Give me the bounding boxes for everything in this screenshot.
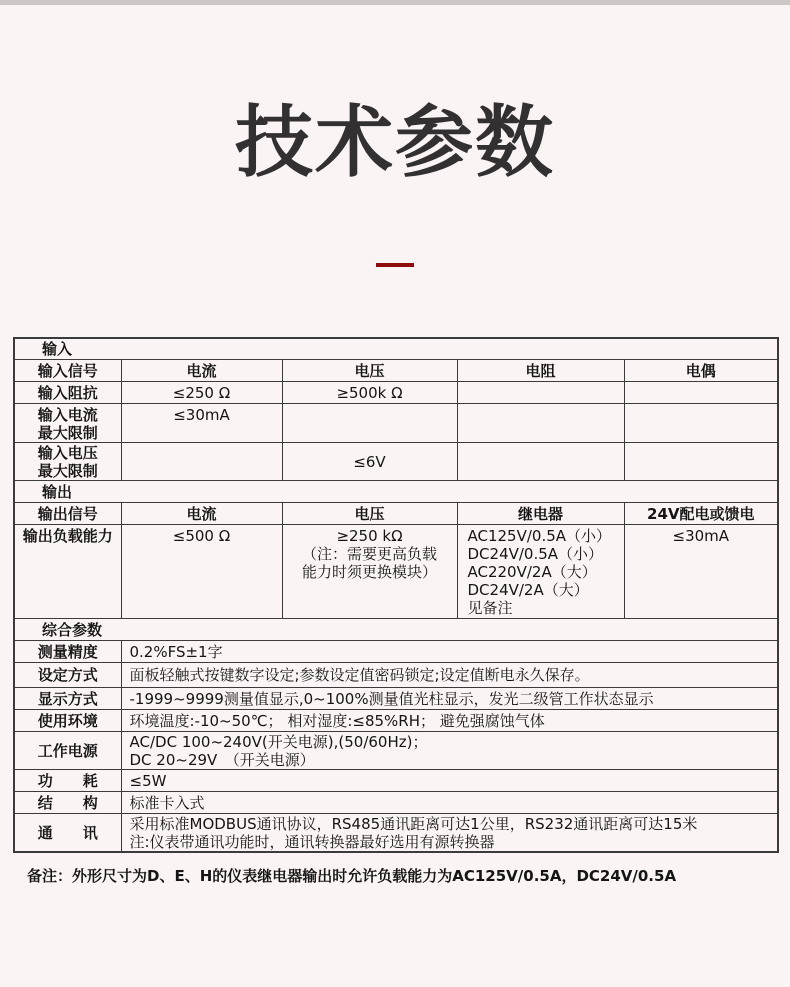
col-header-voltage: 电压 [282,503,457,525]
row-output-load [14,525,778,619]
output-load-label: 输出负载能力 [14,525,121,619]
power-supply-value: AC/DC 100~240V(开关电源),(50/60Hz)； DC 20~29V （开关电源） [121,732,778,770]
setting-method-label: 设定方式 [14,663,121,688]
output-section-label: 输出 [14,481,778,503]
power-supply-label: 工作电源 [14,732,121,770]
accent-dash [376,263,414,267]
row-input-current-limit [14,404,778,443]
environment-label: 使用环境 [14,710,121,732]
col-header-current: 电流 [121,360,282,382]
row-power-consumption [14,770,778,792]
input-section-label: 输入 [14,338,778,360]
environment-value: 环境温度:-10~50℃； 相对湿度:≤85%RH； 避免强腐蚀气体 [121,710,778,732]
voltage-limit-value: ≤6V [282,443,457,481]
col-header-24v-feed: 24V配电或馈电 [624,503,778,525]
structure-value: 标准卡入式 [121,792,778,814]
output-load-voltage-value: ≥250 kΩ （注：需要更高负载 能力时须更换模块） [282,525,457,619]
output-signal-label: 输出信号 [14,503,121,525]
empty-cell [457,443,624,481]
col-header-voltage: 电压 [282,360,457,382]
spec-table [13,337,779,853]
footnote: 备注：外形尺寸为D、E、H的仪表继电器输出时允许负载能力为AC125V/0.5A，DC24V/0.5A [27,866,677,885]
impedance-voltage-value: ≥500k Ω [282,382,457,404]
general-section-label: 综合参数 [14,619,778,641]
output-load-feed-value: ≤30mA [624,525,778,619]
empty-cell [624,404,778,443]
current-limit-value: ≤30mA [121,404,282,443]
top-bar [0,0,790,5]
communication-label: 通 讯 [14,814,121,852]
row-structure [14,792,778,814]
row-output-section [14,481,778,503]
col-header-thermocouple: 电偶 [624,360,778,382]
empty-cell [457,382,624,404]
empty-cell [624,443,778,481]
display-mode-value: -1999~9999测量值显示,0~100%测量值光柱显示，发光二级管工作状态显示 [121,688,778,710]
impedance-label: 输入阻抗 [14,382,121,404]
accuracy-value: 0.2%FS±1字 [121,641,778,663]
row-input-section [14,338,778,360]
setting-method-value: 面板轻触式按键数字设定;参数设定值密码锁定;设定值断电永久保存。 [121,663,778,688]
row-input-header [14,360,778,382]
impedance-current-value: ≤250 Ω [121,382,282,404]
structure-label: 结 构 [14,792,121,814]
empty-cell [282,404,457,443]
empty-cell [121,443,282,481]
voltage-limit-label: 输入电压 最大限制 [14,443,121,481]
output-load-current-value: ≤500 Ω [121,525,282,619]
col-header-current: 电流 [121,503,282,525]
row-environment [14,710,778,732]
empty-cell [457,404,624,443]
row-display-mode [14,688,778,710]
row-output-header [14,503,778,525]
row-general-section [14,619,778,641]
accuracy-label: 测量精度 [14,641,121,663]
page-title: 技术参数 [234,98,555,188]
row-setting-method [14,663,778,688]
row-power-supply [14,732,778,770]
display-mode-label: 显示方式 [14,688,121,710]
col-header-relay: 继电器 [457,503,624,525]
row-input-voltage-limit [14,443,778,481]
row-input-impedance [14,382,778,404]
power-consumption-label: 功 耗 [14,770,121,792]
output-load-relay-value: AC125V/0.5A（小） DC24V/0.5A（小） AC220V/2A（大） DC24V/2A（大） 见备注 [457,525,624,619]
empty-cell [624,382,778,404]
current-limit-label: 输入电流 最大限制 [14,404,121,443]
input-signal-label: 输入信号 [14,360,121,382]
power-consumption-value: ≤5W [121,770,778,792]
communication-value: 采用标准MODBUS通讯协议，RS485通讯距离可达1公里，RS232通讯距离可达15米 注:仪表带通讯功能时，通讯转换器最好选用有源转换器 [121,814,778,852]
col-header-resistance: 电阻 [457,360,624,382]
row-communication [14,814,778,852]
row-accuracy [14,641,778,663]
